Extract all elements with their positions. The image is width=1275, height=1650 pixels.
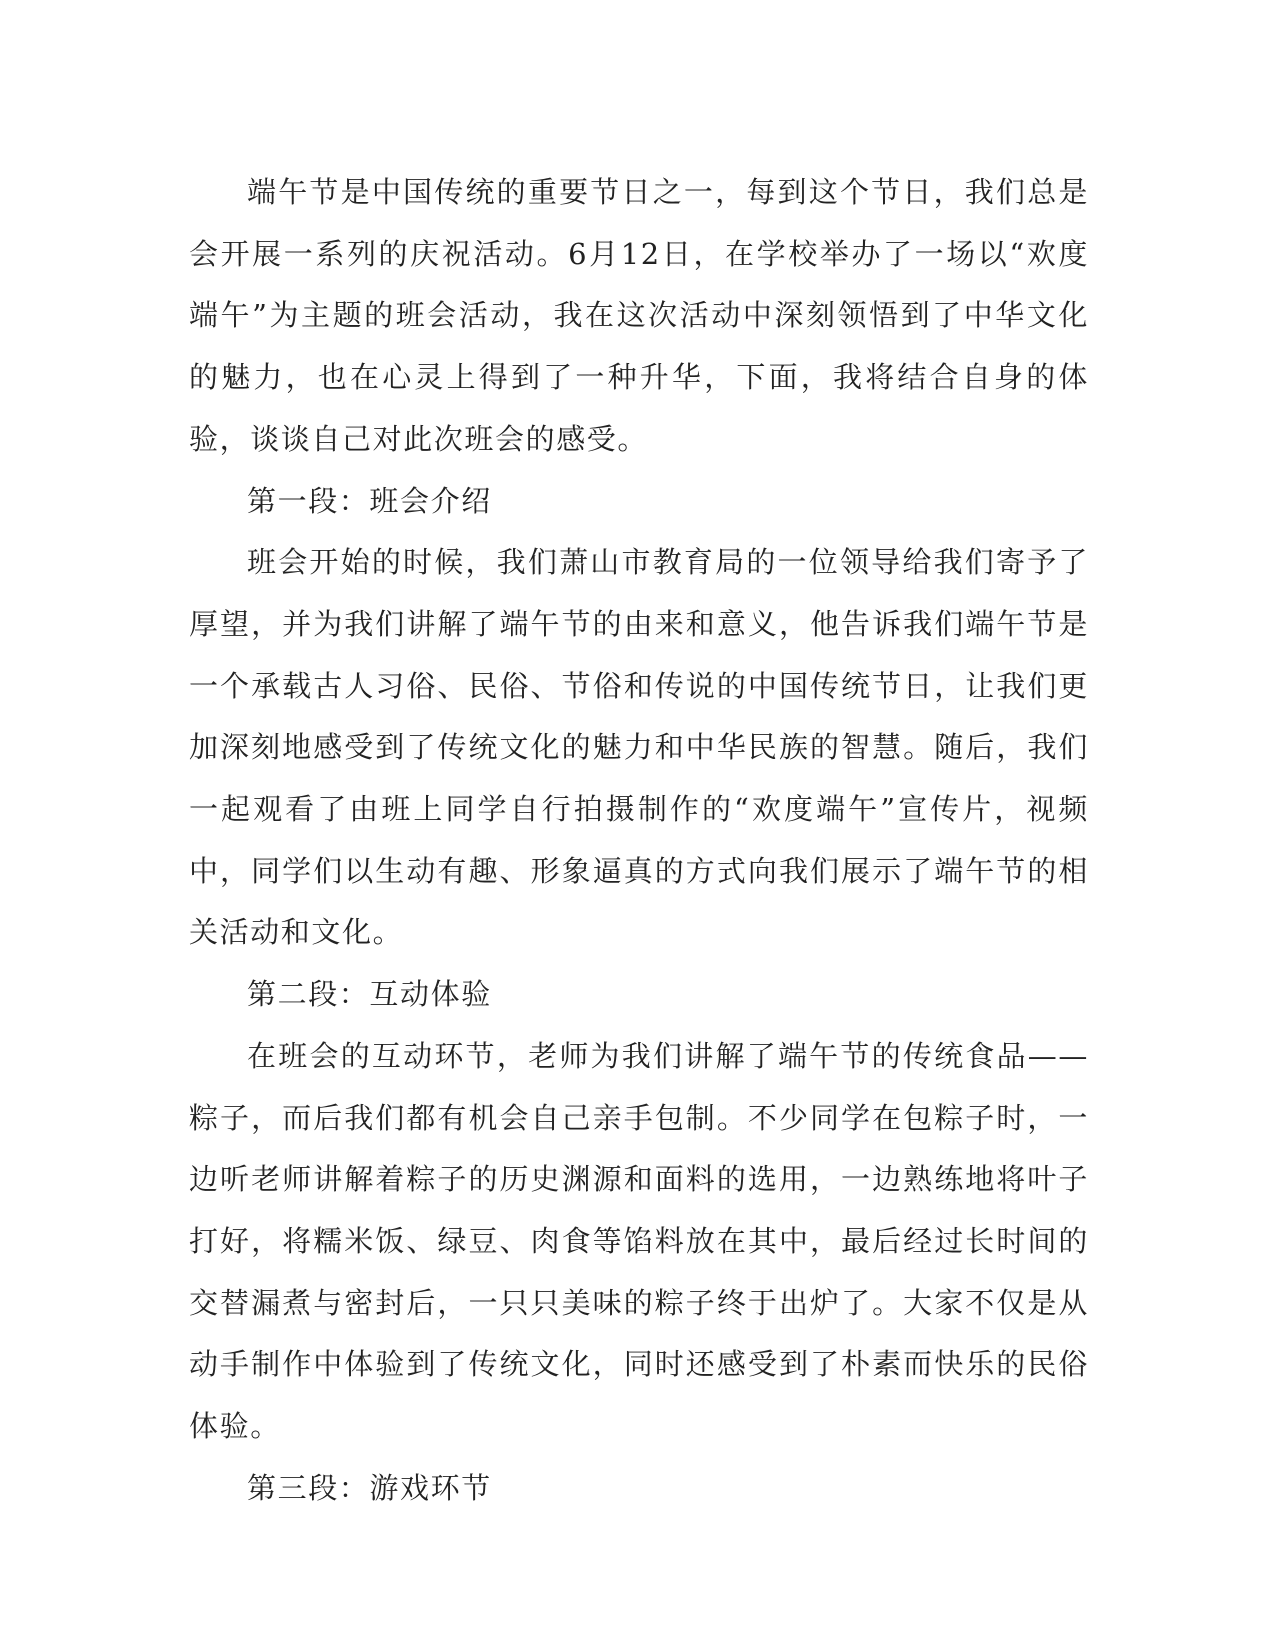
section-2-paragraph: 在班会的互动环节，老师为我们讲解了端午节的传统食品——粽子，而后我们都有机会自己亲手包制。不少同学在包粽子时，一边听老师讲解着粽子的历史渊源和面料的选用，一边熟练地将叶子打好，将糯米饭、绿豆、肉食等馅料放在其中，最后经过长时间的交替漏煮与密封后，一只只美味的粽子终于出炉了。大家不仅是从动手制作中体验到了传统文化，同时还感受到了朴素而快乐的民俗体验。 [189, 1038, 1089, 1444]
document-body [189, 162, 1089, 1519]
section-1-paragraph: 班会开始的时候，我们萧山市教育局的一位领导给我们寄予了厚望，并为我们讲解了端午节的由来和意义，他告诉我们端午节是一个承载古人习俗、民俗、节俗和传说的中国传统节日，让我们更加深刻地感受到了传统文化的魅力和中华民族的智慧。随后，我们一起观看了由班上同学自行拍摄制作的“欢度端午”宣传片，视频中，同学们以生动有趣、形象逼真的方式向我们展示了端午节的相关活动和文化。 [189, 545, 1089, 950]
intro-paragraph: 端午节是中国传统的重要节日之一，每到这个节日，我们总是会开展一系列的庆祝活动。6月12日，在学校举办了一场以“欢度端午”为主题的班会活动，我在这次活动中深刻领悟到了中华文化的魅力，也在心灵上得到了一种升华，下面，我将结合自身的体验，谈谈自己对此次班会的感受。 [189, 175, 1089, 456]
section-heading-3: 第三段：游戏环节 [247, 1470, 492, 1505]
section-heading-2: 第二段：互动体验 [247, 977, 492, 1012]
section-heading-1: 第一段：班会介绍 [247, 483, 492, 518]
